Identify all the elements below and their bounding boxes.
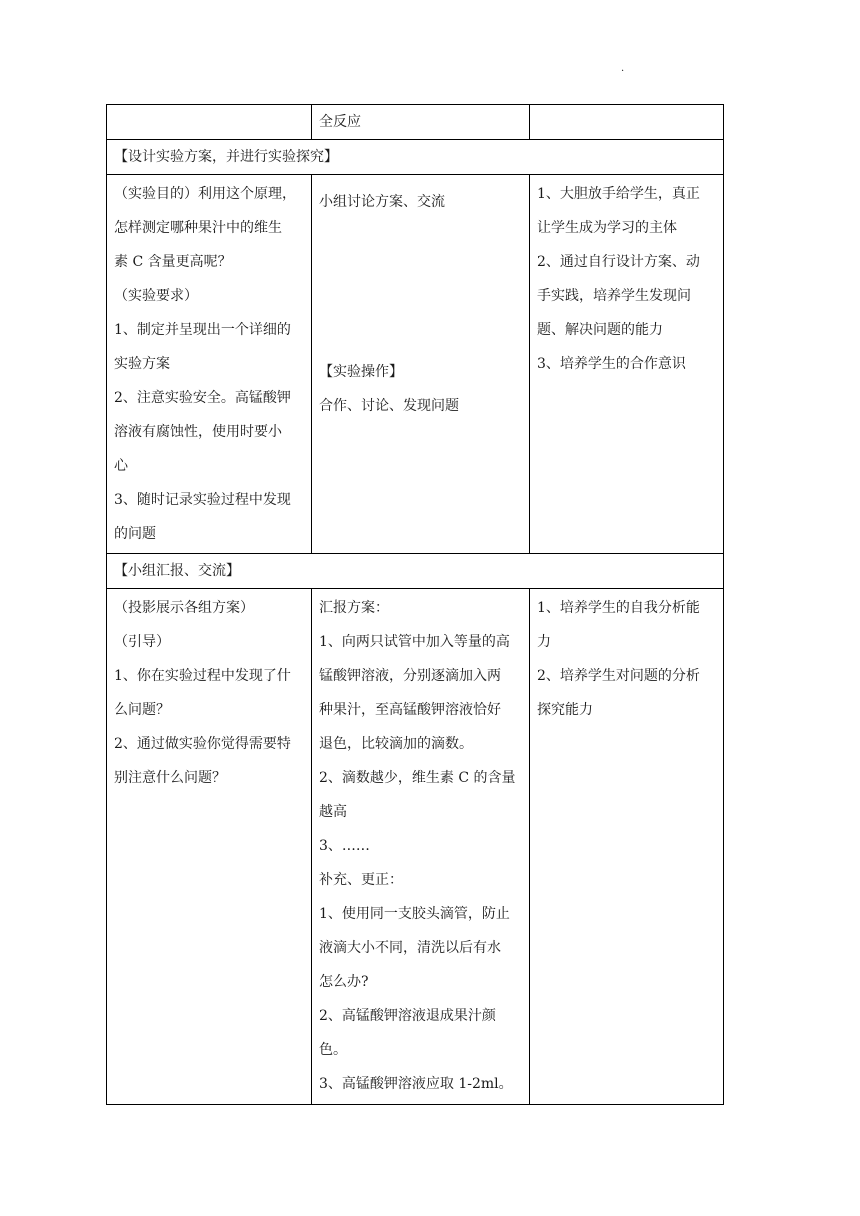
table-row [107, 175, 724, 554]
text-line: （实验目的）利用这个原理， [114, 186, 296, 202]
table-row [107, 589, 724, 1105]
text-line: 实验方案 [114, 356, 170, 372]
section1-header: 【设计实验方案，并进行实验探究】 [107, 140, 724, 175]
text-line: 别注意什么问题？ [114, 770, 226, 786]
text-line: 1、使用同一支胶头滴管，防止 [319, 906, 510, 922]
page-dot: . [621, 63, 625, 74]
text-line: 越高 [319, 804, 347, 820]
text-line: 2、通过做实验你觉得需要特 [114, 736, 291, 752]
table-row [107, 105, 724, 140]
section2-design-intent [530, 589, 724, 1105]
section1-student-activity [312, 175, 530, 554]
text-line: （引导） [114, 634, 170, 650]
text-line: 2、注意实验安全。高锰酸钾 [114, 390, 291, 406]
text-line: 补充、更正： [319, 872, 403, 888]
text-line: 合作、讨论、发现问题 [319, 398, 459, 414]
text-line: 心 [114, 458, 128, 474]
text-line: 怎样测定哪种果汁中的维生 [114, 220, 282, 236]
section-header-row [107, 554, 724, 589]
text-line: 2、培养学生对问题的分析 [537, 668, 700, 684]
text-line: 题、解决问题的能力 [537, 322, 663, 338]
text-line: 1、向两只试管中加入等量的高 [319, 634, 510, 650]
text-line: 探究能力 [537, 702, 593, 718]
text-line: 溶液有腐蚀性，使用时要小 [114, 424, 282, 440]
text-line: 素 C 含量更高呢？ [114, 254, 232, 270]
row-top-col2: 全反应 [312, 105, 530, 140]
text-line: 退色，比较滴加的滴数。 [319, 736, 473, 752]
lesson-plan-table [106, 104, 724, 1105]
text-line: 手实践，培养学生发现问 [537, 288, 691, 304]
section2-teacher-activity [107, 589, 312, 1105]
text-line: （实验要求） [114, 288, 198, 304]
text-line: 1、大胆放手给学生，真正 [537, 186, 700, 202]
text-line: 3、培养学生的合作意识 [537, 356, 686, 372]
text-line: 【实验操作】 [319, 364, 403, 380]
text-line: 色。 [319, 1042, 347, 1058]
row-top-col3 [530, 105, 724, 140]
text-line: 液滴大小不同，清洗以后有水 [319, 940, 501, 956]
text-line: 2、高锰酸钾溶液退成果汁颜 [319, 1008, 496, 1024]
section-header-row [107, 140, 724, 175]
text-line: 1、制定并呈现出一个详细的 [114, 322, 291, 338]
row-top-col1 [107, 105, 312, 140]
section2-header: 【小组汇报、交流】 [107, 554, 724, 589]
section2-student-activity [312, 589, 530, 1105]
text-line: 3、…… [319, 838, 370, 854]
section1-design-intent [530, 175, 724, 554]
section1-teacher-activity [107, 175, 312, 554]
text-line: 么问题？ [114, 702, 170, 718]
text-line: 力 [537, 634, 551, 650]
text-line: 锰酸钾溶液，分别逐滴加入两 [319, 668, 501, 684]
text-line: 让学生成为学习的主体 [537, 220, 677, 236]
text-line: （投影展示各组方案） [114, 600, 254, 616]
text-line: 汇报方案： [319, 600, 389, 616]
text-line: 1、你在实验过程中发现了什 [114, 668, 291, 684]
text-line: 1、培养学生的自我分析能 [537, 600, 700, 616]
text-line: 怎么办? [319, 974, 369, 990]
text-line: 的问题 [114, 526, 156, 542]
text-line: 3、随时记录实验过程中发现 [114, 492, 291, 508]
text-line: 3、高锰酸钾溶液应取 1-2ml。 [319, 1076, 513, 1092]
text-line: 小组讨论方案、交流 [319, 194, 445, 210]
text-line: 种果汁，至高锰酸钾溶液恰好 [319, 702, 501, 718]
text-line: 2、滴数越少，维生素 C 的含量 [319, 770, 516, 786]
text-line: 2、通过自行设计方案、动 [537, 254, 700, 270]
